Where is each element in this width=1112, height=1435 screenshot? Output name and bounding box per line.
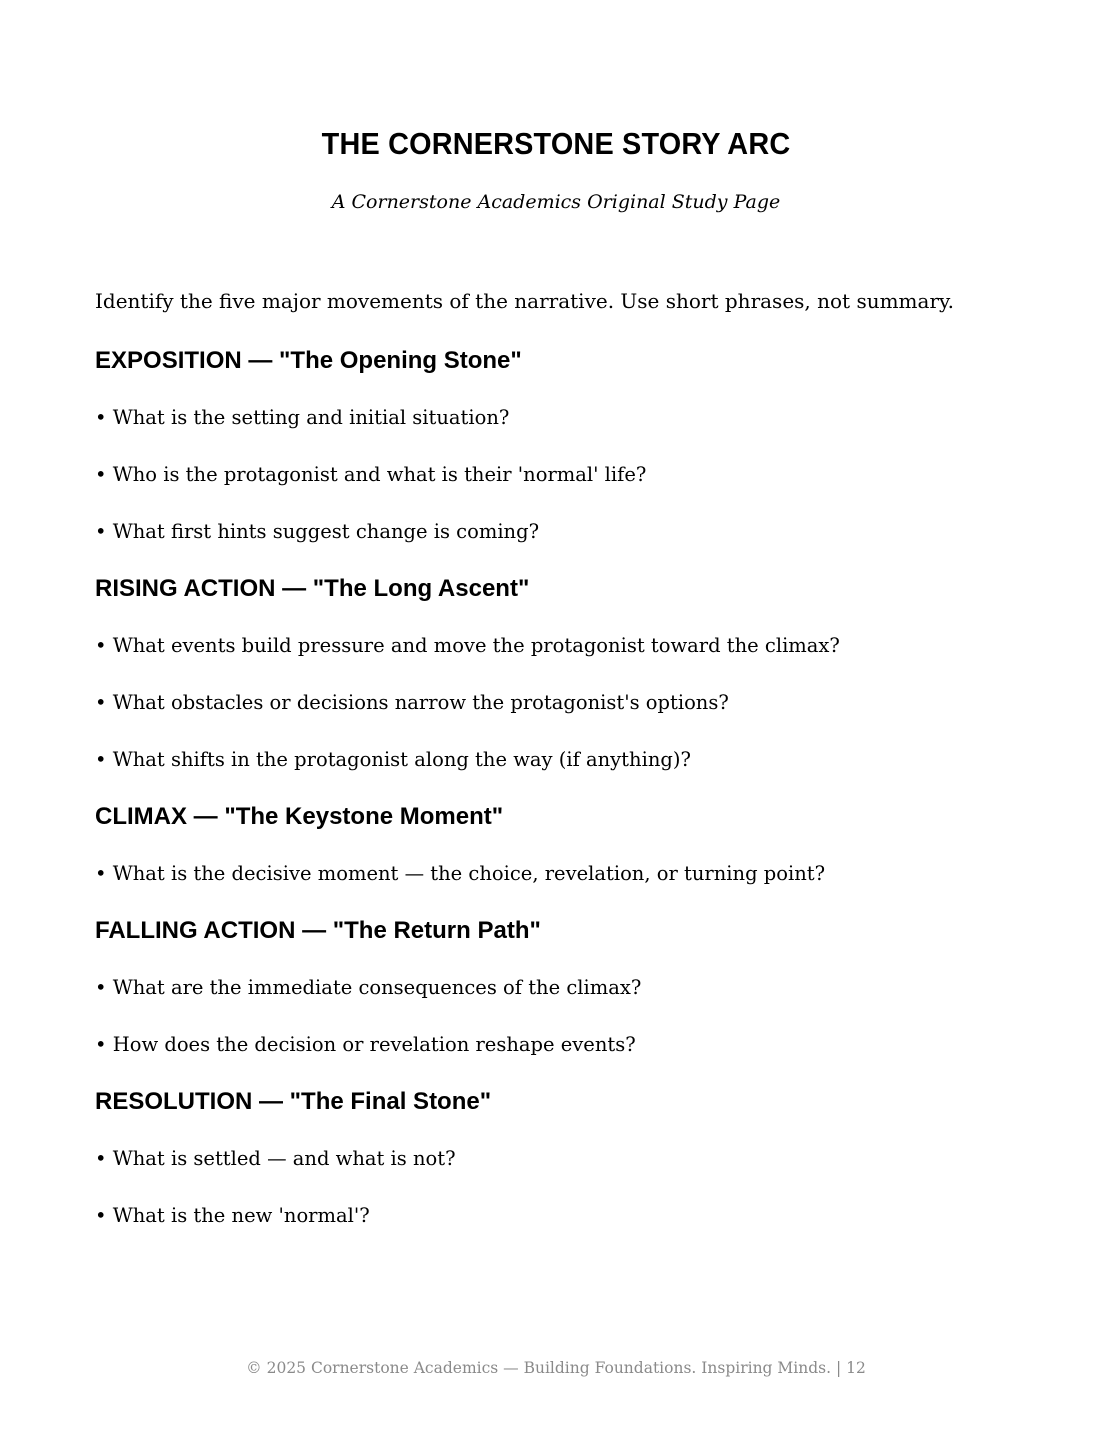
question-item: • What is the new 'normal'? bbox=[95, 1204, 370, 1227]
document-body bbox=[95, 285, 1035, 1257]
page-footer: © 2025 Cornerstone Academics — Building Foundations. Inspiring Minds. | 12 bbox=[246, 1359, 866, 1377]
section-heading: EXPOSITION — "The Opening Stone" bbox=[95, 347, 522, 374]
question-item: • What obstacles or decisions narrow the protagonist's options? bbox=[95, 691, 729, 714]
question-item: • What are the immediate consequences of the climax? bbox=[95, 976, 642, 999]
question-item: • What first hints suggest change is coming? bbox=[95, 520, 540, 543]
intro-instructions: Identify the five major movements of the narrative. Use short phrases, not summary. bbox=[95, 289, 955, 313]
question-item: • What events build pressure and move the protagonist toward the climax? bbox=[95, 634, 840, 657]
question-item: • Who is the protagonist and what is their 'normal' life? bbox=[95, 463, 647, 486]
section-resolution bbox=[95, 1086, 1035, 1232]
question-item: • What is the setting and initial situation? bbox=[95, 406, 510, 429]
question-item: • What is the decisive moment — the choice, revelation, or turning point? bbox=[95, 862, 826, 885]
page-subtitle: A Cornerstone Academics Original Study Page bbox=[331, 191, 781, 213]
section-exposition bbox=[95, 345, 1035, 548]
question-item: • What is settled — and what is not? bbox=[95, 1147, 456, 1170]
section-rising-action bbox=[95, 573, 1035, 776]
section-heading: CLIMAX — "The Keystone Moment" bbox=[95, 803, 504, 830]
section-heading: RESOLUTION — "The Final Stone" bbox=[95, 1088, 492, 1115]
section-heading: FALLING ACTION — "The Return Path" bbox=[95, 917, 541, 944]
section-heading: RISING ACTION — "The Long Ascent" bbox=[95, 575, 530, 602]
question-item: • What shifts in the protagonist along the way (if anything)? bbox=[95, 748, 691, 771]
section-climax bbox=[95, 801, 1035, 890]
question-item: • How does the decision or revelation reshape events? bbox=[95, 1033, 636, 1056]
section-falling-action bbox=[95, 915, 1035, 1061]
page-title: THE CORNERSTONE STORY ARC bbox=[321, 126, 791, 161]
